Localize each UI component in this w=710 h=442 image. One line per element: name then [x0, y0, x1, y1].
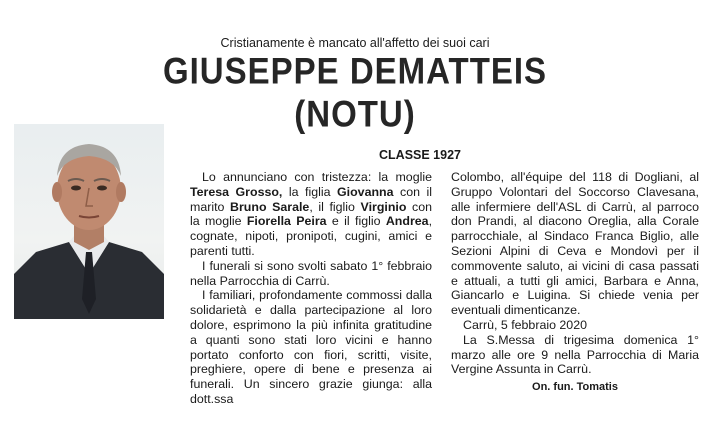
son-name: Andrea [385, 214, 429, 229]
deceased-nickname: (NOTU) [294, 92, 416, 135]
son-name: Virginio [360, 199, 407, 214]
date-line: Carrù, 5 febbraio 2020 [463, 317, 587, 332]
wife-name: Teresa Grosso, [190, 184, 283, 199]
funeral-agency: On. fun. Tomatis [532, 381, 618, 393]
text: con la moglie [190, 199, 433, 229]
text: con il marito [190, 184, 432, 214]
text: , il figlio [309, 199, 361, 214]
birth-class: CLASSE 1927 [379, 148, 461, 162]
obituary-column-left [190, 170, 432, 407]
text: , cognate, nipoti, pronipoti, cugini, amici e parenti tutti. [190, 214, 433, 258]
intro-line: Cristianamente è mancato all'affetto dei suoi cari [220, 36, 490, 50]
deceased-name: GIUSEPPE DEMATTEIS [162, 49, 548, 92]
portrait-photo [14, 124, 164, 319]
daughter-name: Giovanna [337, 184, 394, 199]
text: Lo annunciano con tristezza: la moglie [202, 170, 432, 184]
text: e il figlio [326, 214, 386, 229]
son-in-law-name: Bruno Sarale [230, 199, 310, 214]
daughter-in-law-name: Fiorella Peira [246, 214, 327, 229]
thanks-continued-paragraph: Colombo, all'équipe del 118 di Dogliani, al Gruppo Volontari del Soccorso Clavesana, alle infermiere dell'ASL di Carrù, al parroco don Prandi, al diacono Oreglia, alla Corale parrocchiale, al Sindaco Franca Biglio, alle Sezioni Alpini di Ceva e Mondovì per il commovente saluto, ai vicini di casa passati e attuali, a tutti gli amici, Barbara e Anna, Giancarlo e Luigina. Si chiede venia per eventuali dimenticanze. [451, 170, 699, 318]
portrait-icon [14, 124, 164, 319]
mass-paragraph: La S.Messa di trigesima domenica 1° marzo alle ore 9 nella Parrocchia di Maria Vergine Assunta in Carrù. [451, 332, 699, 377]
obituary-column-right [451, 170, 699, 377]
thanks-paragraph: I familiari, profondamente commossi dalla solidarietà e dalla partecipazione al loro dolore, esprimono la più infinita gratitudine a quanti sono stati loro vicini e hanno portato conforto con fiori, scritti, visite, preghiere, opere di bene e presenza ai funerali. Un sincero grazie giunga: alla dott.ssa [190, 288, 432, 406]
text: la figlia [282, 184, 338, 199]
announcement-paragraph [190, 170, 432, 259]
funeral-paragraph: I funerali si sono svolti sabato 1° febbraio nella Parrocchia di Carrù. [190, 258, 432, 288]
